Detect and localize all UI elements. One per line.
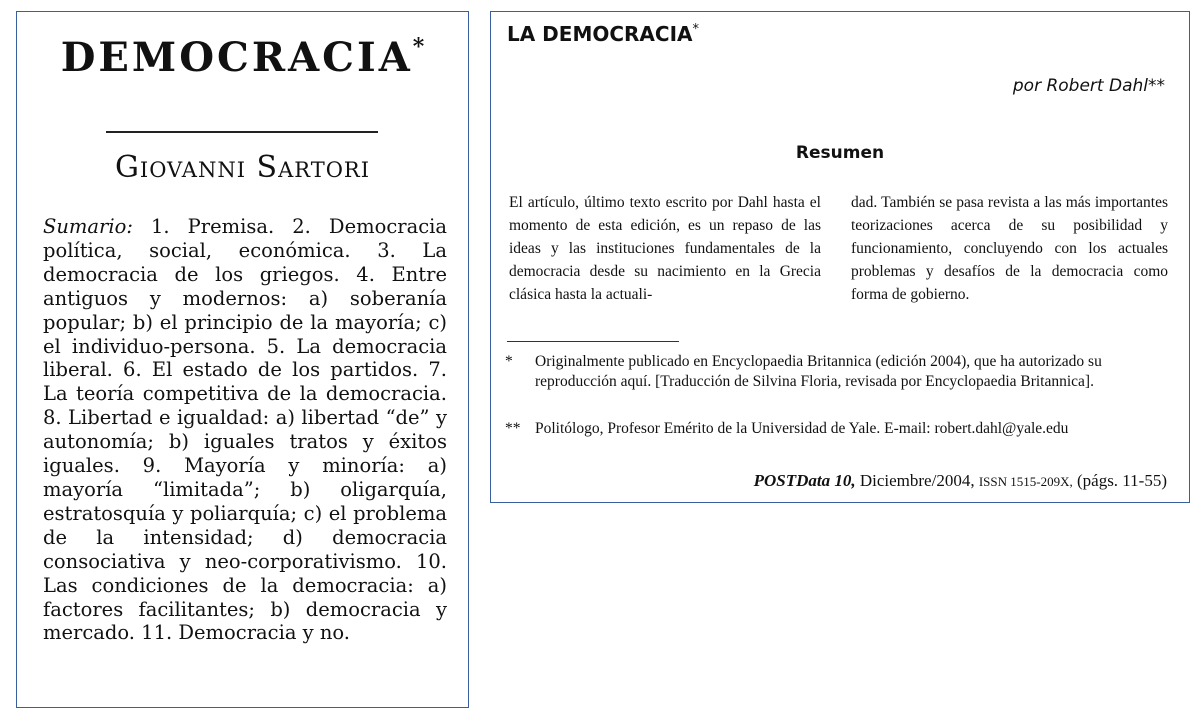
citation-journal: POSTData 10, bbox=[753, 471, 856, 490]
footnote-text: Politólogo, Profesor Emérito de la Universidad de Yale. E-mail: robert.dahl@yale.edu bbox=[535, 420, 1069, 437]
footnote-text: Originalmente publicado en Encyclopaedia Britannica (edición 2004), que ha autorizado su reproducción aquí. [Traducción de Silvina Floria, revisada por Encyclopaedia Britannica]. bbox=[535, 353, 1102, 390]
dahl-excerpt-panel bbox=[490, 11, 1190, 503]
citation-issn: ISSN 1515-209X, bbox=[978, 474, 1073, 489]
abstract-heading: Resumen bbox=[795, 143, 885, 163]
footnote bbox=[505, 419, 1177, 439]
left-title bbox=[17, 34, 468, 81]
abstract-column-2: dad. También se pasa revista a las más importantes teorizaciones acerca de su posibilidad y funcionamiento, concluyendo con los actuales problemas y desafíos de la democracia como forma de gobierno. bbox=[851, 194, 1168, 303]
right-author: por Robert Dahl** bbox=[1012, 76, 1165, 96]
right-title bbox=[507, 22, 699, 46]
footnote bbox=[505, 352, 1177, 392]
footnote-mark: * bbox=[505, 353, 513, 370]
summary-text: 1. Premisa. 2. Democracia política, social, económica. 3. La democracia de los griegos. 4. Entre antiguos y modernos: a) soberanía popular; b) el principio de la mayoría; c) el individuo-persona. 5. La democracia liberal. 6. El estado de los partidos. 7. La teoría competitiva de la democracia. 8. Libertad e igualdad: a) libertad “de” y autonomía; b) iguales tratos y éxitos iguales. 9. Mayoría y minoría: a) mayoría “limitada”; b) oligarquía, estratosquía y poliarquía; c) el problema de la intensidad; d) democracia consociativa y neo-corporativismo. 10. Las condiciones de la democracia: a) factores facilitantes; b) democracia y mercado. 11. Democracia y no. bbox=[43, 215, 447, 645]
footnote-divider bbox=[507, 341, 679, 342]
left-title-footnote-mark: * bbox=[412, 34, 425, 60]
right-title-footnote-mark: * bbox=[692, 22, 700, 37]
abstract-column-1: El artículo, último texto escrito por Dahl hasta el momento de esta edición, es un repaso de las ideas y las instituciones fundamentales de la democracia desde su nacimiento en la Grecia clásica hasta la actuali- bbox=[509, 194, 821, 303]
right-title-text: LA DEMOCRACIA bbox=[507, 22, 693, 46]
footnote-mark: ** bbox=[505, 420, 521, 437]
left-author: Giovanni Sartori bbox=[114, 150, 371, 185]
sartori-excerpt-panel bbox=[16, 11, 469, 708]
left-title-text: DEMOCRACIA bbox=[60, 34, 413, 81]
summary-label: Sumario: bbox=[43, 215, 133, 238]
title-divider bbox=[106, 131, 378, 133]
citation-pages: (págs. 11-55) bbox=[1076, 471, 1167, 490]
left-summary bbox=[43, 215, 447, 645]
citation-date: Diciembre/2004, bbox=[859, 471, 975, 490]
citation bbox=[754, 471, 1167, 491]
